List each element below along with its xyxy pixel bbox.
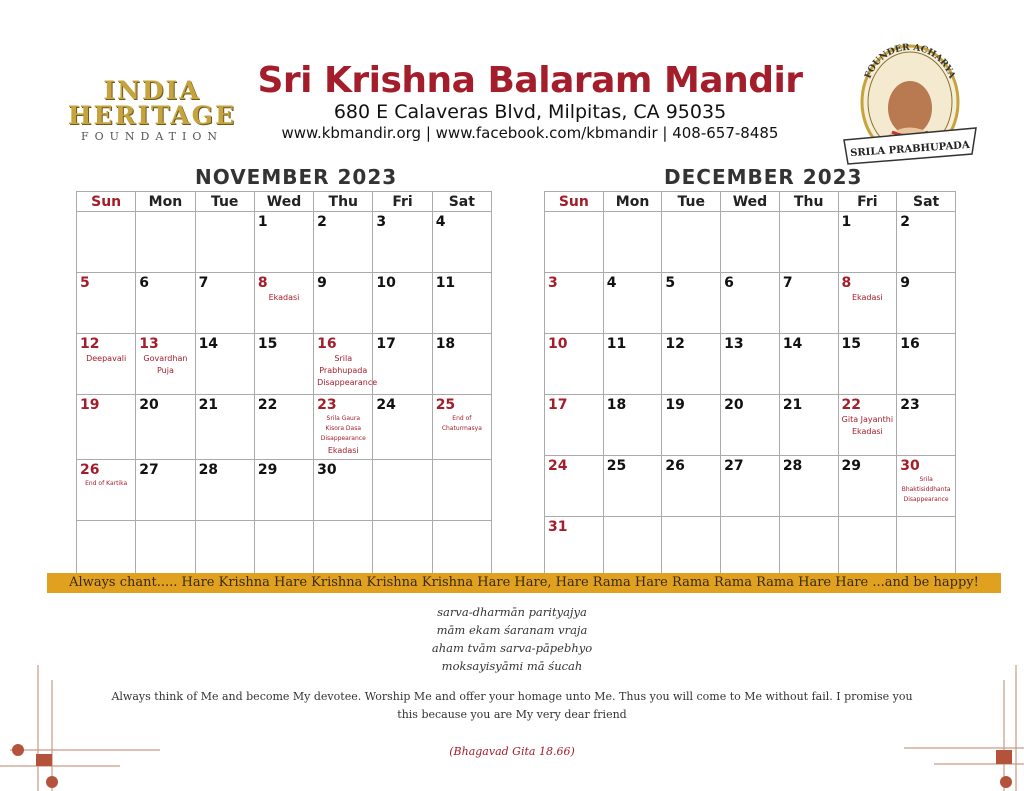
verse-line-3: aham tvām sarva-pāpebhyo [431,641,593,655]
day-cell [373,273,432,334]
day-number: 11 [435,275,456,291]
event-label: Srila Bhaktisiddhanta Disappearance [901,476,951,503]
day-number: 11 [606,336,627,352]
day-number: 13 [139,336,159,352]
corner-ornament-left [0,660,160,791]
verse-translation: Always think of Me and become My devotee. Worship Me and offer your homage unto Me. Thus you will come to Me without fail. I promise you this because you are My very dear friend [111,690,913,721]
page-title: Sri Krishna Balaram Mandir [257,60,803,101]
day-number: 29 [257,462,278,478]
november-title: NOVEMBER 2023 [195,165,398,189]
weekday-header: Sun [77,192,136,212]
day-number: 16 [900,336,920,352]
day-number: 19 [80,397,100,413]
day-cell [662,273,721,334]
december-title: DECEMBER 2023 [664,165,863,189]
day-cell [136,395,195,460]
day-cell [77,273,136,334]
day-cell [77,460,136,521]
day-number: 19 [665,397,685,413]
day-number: 7 [782,275,793,291]
weekday-header: Tue [195,192,254,212]
day-cell [195,212,254,273]
event-label: End of Kartika [85,480,128,487]
day-number: 2 [900,214,910,230]
chant-banner: Always chant..... Hare Krishna Hare Krishna Krishna Krishna Hare Hare, Hare Rama Hare Rama Rama Rama Hare Hare ...and be happy! [47,573,1001,593]
weekday-header: Fri [838,192,897,212]
verse-line-2: mām ekam śaranam vraja [436,623,588,637]
day-cell [545,456,604,517]
day-cell [838,395,897,456]
weekday-header: Mon [136,192,195,212]
weekday-header: Sun [545,192,604,212]
day-number: 1 [257,214,268,230]
day-number: 17 [376,336,396,352]
weekday-header: Wed [721,192,780,212]
day-cell [603,517,662,578]
day-cell [77,395,136,460]
day-number: 24 [376,397,396,413]
day-number: 6 [139,275,150,291]
logo-line-1: INDIA [103,76,201,105]
day-number: 3 [548,275,558,291]
day-cell [195,460,254,521]
day-number: 18 [606,397,627,413]
day-cell [662,395,721,456]
day-number: 26 [80,462,100,478]
day-number: 6 [724,275,734,291]
day-cell [545,212,604,273]
verse-line-4: moksayisyāmi mā śucah [441,659,583,673]
day-number: 10 [548,336,568,352]
day-cell [721,456,780,517]
day-cell [254,395,313,460]
day-number: 26 [665,458,685,474]
day-cell [838,212,897,273]
day-cell [545,334,604,395]
address: 680 E Calaveras Blvd, Milpitas, CA 95035 [333,101,727,123]
day-cell [136,334,195,395]
day-cell [838,517,897,578]
event-label: Ekadasi [268,293,300,302]
day-number: 15 [841,336,861,352]
weekday-header: Sat [897,192,956,212]
event-label: Govardhan Puja [143,354,188,375]
day-cell [721,334,780,395]
day-number: 23 [900,397,920,413]
day-cell [779,273,838,334]
day-number: 25 [435,397,456,413]
day-number: 13 [724,336,744,352]
day-cell [136,273,195,334]
portrait-icon [888,81,932,135]
day-cell [603,334,662,395]
day-cell [721,517,780,578]
day-cell [603,395,662,456]
seal-top-text: FOUNDER ACHARYA [863,42,957,81]
day-number: 28 [782,458,803,474]
day-number: 7 [198,275,209,291]
day-number: 3 [376,214,387,230]
day-number: 8 [257,275,268,291]
corner-ornament-right [904,660,1024,791]
day-cell [779,334,838,395]
day-cell [373,395,432,460]
december-calendar [544,191,956,578]
day-cell [432,460,491,521]
day-cell [662,517,721,578]
day-number: 31 [548,519,568,535]
day-cell [254,460,313,521]
day-cell [838,334,897,395]
day-number: 5 [80,275,90,291]
day-number: 27 [724,458,744,474]
event-label: Ekadasi [327,446,359,455]
day-number: 18 [435,336,456,352]
day-cell [897,456,956,517]
day-cell [779,212,838,273]
day-number: 24 [548,458,568,474]
day-cell [314,212,373,273]
day-number: 16 [317,336,337,352]
day-number: 22 [257,397,278,413]
day-cell [603,212,662,273]
day-number: 12 [80,336,100,352]
day-cell [373,460,432,521]
day-cell [432,273,491,334]
day-cell [721,273,780,334]
day-number: 1 [841,214,852,230]
weekday-header: Mon [603,192,662,212]
day-cell [897,212,956,273]
day-number: 9 [900,275,910,291]
day-cell [545,517,604,578]
day-cell [432,334,491,395]
verse-citation: (Bhagavad Gita 18.66) [449,745,575,758]
event-label: Ekadasi [851,293,883,302]
day-cell [432,395,491,460]
seal-ribbon-text: SRILA PRABHUPADA [849,139,971,160]
day-cell [897,517,956,578]
event-label: Srila Gaura Kisora Dasa Disappearance [320,415,366,442]
day-number: 14 [198,336,219,352]
day-number: 20 [139,397,159,413]
day-cell [254,212,313,273]
day-cell [721,212,780,273]
weekday-header: Sat [432,192,491,212]
day-cell [721,395,780,456]
day-number: 20 [724,397,744,413]
day-cell [897,334,956,395]
day-number: 22 [841,397,861,413]
day-cell [254,334,313,395]
day-cell [603,456,662,517]
day-cell [897,273,956,334]
day-number: 30 [900,458,920,474]
day-number: 14 [782,336,803,352]
day-number: 9 [317,275,327,291]
day-cell [545,273,604,334]
day-cell [314,460,373,521]
november-calendar [76,191,492,582]
day-number: 25 [606,458,627,474]
day-cell [779,517,838,578]
day-cell [662,334,721,395]
day-cell [779,395,838,456]
day-cell [77,212,136,273]
weekday-header: Thu [314,192,373,212]
day-cell [136,212,195,273]
event-label: End of Chaturmasya [441,415,482,432]
day-cell [314,273,373,334]
day-cell [136,460,195,521]
weekday-header: Tue [662,192,721,212]
weekday-header: Fri [373,192,432,212]
day-number: 21 [198,397,219,413]
india-heritage-logo [66,78,238,143]
day-number: 12 [665,336,685,352]
event-label: Deepavali [86,354,127,363]
day-number: 8 [841,275,852,291]
day-cell [314,334,378,395]
day-cell [195,273,254,334]
day-cell [603,273,662,334]
day-cell [838,456,897,517]
day-cell [838,273,897,334]
day-cell [314,395,373,460]
day-number: 4 [435,214,446,230]
day-cell [77,334,136,395]
founder-acharya-seal [840,40,980,170]
day-number: 21 [782,397,803,413]
event-label: Gita Jayanthi Ekadasi [841,415,894,436]
contact-line: www.kbmandir.org | www.facebook.com/kbmandir | 408-657-8485 [281,124,779,142]
day-number: 30 [317,462,337,478]
day-number: 15 [257,336,278,352]
verse-block [312,603,712,675]
day-cell [662,212,721,273]
day-number: 17 [548,397,568,413]
day-number: 27 [139,462,159,478]
day-cell [662,456,721,517]
day-number: 29 [841,458,861,474]
day-number: 10 [376,275,396,291]
logo-line-3: FOUNDATION [80,130,224,143]
day-cell [432,212,491,273]
weekday-header: Wed [254,192,313,212]
logo-line-2: HERITAGE [67,101,237,130]
day-number: 28 [198,462,219,478]
day-number: 2 [317,214,327,230]
day-number: 4 [606,275,617,291]
day-cell [779,456,838,517]
day-number: 23 [317,397,337,413]
day-cell [373,212,432,273]
event-label: Srila Prabhupada Disappearance [317,354,378,387]
day-cell [545,395,604,456]
verse-line-1: sarva-dharmān parityajya [437,605,587,619]
day-cell [195,395,254,460]
day-cell [897,395,956,456]
day-cell [195,334,254,395]
weekday-header: Thu [779,192,838,212]
day-number: 5 [665,275,676,291]
day-cell [254,273,313,334]
day-cell [373,334,432,395]
